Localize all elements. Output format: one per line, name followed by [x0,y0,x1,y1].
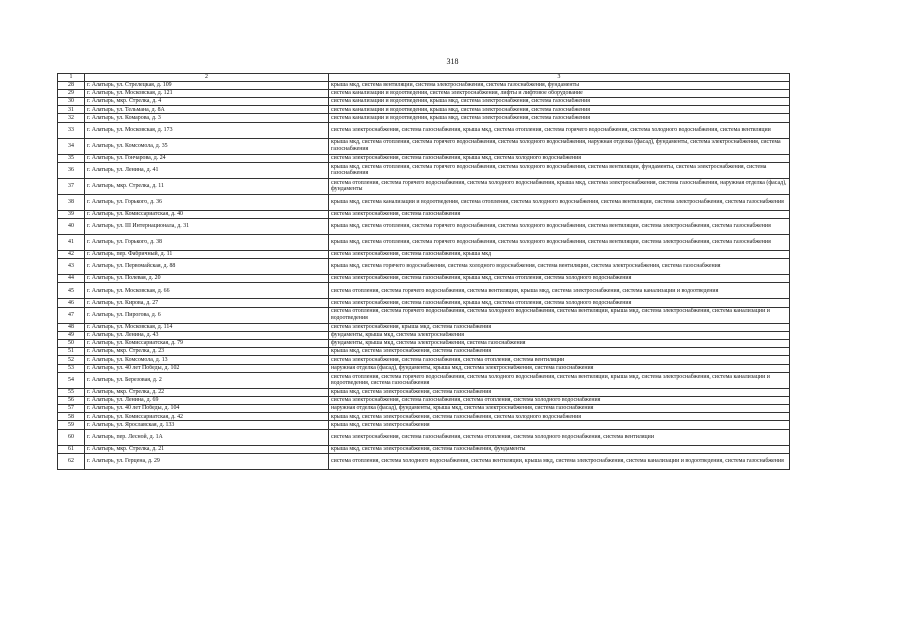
row-number: 38 [58,194,85,210]
table-row [58,235,790,251]
row-number: 29 [58,89,85,97]
table-row [58,81,790,89]
table-row [58,251,790,259]
address-cell: г. Алатырь, мкр. Стрелка, д. 4 [85,98,329,106]
works-cell: система канализации и водоотведения, крыша мкд, система электроснабжения, система газоснабжения [329,114,790,122]
address-cell: г. Алатырь, ул. Стрелецкая, д. 109 [85,81,329,89]
row-number: 35 [58,154,85,162]
works-cell: крыша мкд, система вентиляции, система электроснабжения, система газоснабжения, фундаменты [329,81,790,89]
row-number: 48 [58,323,85,331]
address-cell: г. Алатырь, ул. Кирова, д. 27 [85,299,329,307]
works-cell: система электроснабжения, крыша мкд, система газоснабжения [329,323,790,331]
address-cell: г. Алатырь, ул. III Интернационала, д. 31 [85,219,329,235]
header-cell-1: 1 [58,74,85,82]
table-row [58,178,790,194]
address-cell: г. Алатырь, ул. Комсомола, д. 13 [85,356,329,364]
address-cell: г. Алатырь, ул. Комарова, д. 3 [85,114,329,122]
row-number: 33 [58,122,85,138]
works-cell: крыша мкд, система электроснабжения, система газоснабжения [329,388,790,396]
table-row [58,89,790,97]
table-row [58,372,790,388]
works-cell: система отопления, система холодного водоснабжения, система вентиляции, крыша мкд, система электроснабжения, система канализации и водоотведения, система газоснабжения [329,453,790,469]
row-number: 62 [58,453,85,469]
row-number: 34 [58,138,85,154]
table-row [58,194,790,210]
works-cell: крыша мкд, система электроснабжения, система газоснабжения, фундаменты [329,445,790,453]
works-table [57,73,790,470]
address-cell: г. Алатырь, ул. Ленина, д. 41 [85,162,329,178]
row-number: 61 [58,445,85,453]
address-cell: г. Алатырь, ул. Пирогова, д. 6 [85,307,329,323]
table-row [58,339,790,347]
table-row [58,275,790,283]
table-row [58,445,790,453]
row-number: 39 [58,210,85,218]
address-cell: г. Алатырь, ул. Первомайская, д. 88 [85,259,329,275]
table-row [58,348,790,356]
row-number: 58 [58,413,85,421]
address-cell: г. Алатырь, мкр. Стрелка, д. 23 [85,348,329,356]
table-row [58,154,790,162]
row-number: 51 [58,348,85,356]
row-number: 44 [58,275,85,283]
row-number: 54 [58,372,85,388]
row-number: 32 [58,114,85,122]
address-cell: г. Алатырь, ул. 40 лет Победы, д. 104 [85,405,329,413]
row-number: 53 [58,364,85,372]
address-cell: г. Алатырь, мкр. Стрелка, д. 21 [85,445,329,453]
works-cell: система канализации и водоотведения, крыша мкд, система электроснабжения, система газоснабжения [329,98,790,106]
address-cell: г. Алатырь, мкр. Стрелка, д. 22 [85,388,329,396]
works-cell: фундаменты, крыша мкд, система электроснабжения [329,331,790,339]
address-cell: г. Алатырь, ул. Горького, д. 36 [85,194,329,210]
works-cell: система электроснабжения, система газоснабжения, система отопления, система вентиляции [329,356,790,364]
row-number: 31 [58,106,85,114]
row-number: 59 [58,421,85,429]
address-cell: г. Алатырь, ул. Полевая, д. 20 [85,275,329,283]
table-row [58,283,790,299]
address-cell: г. Алатырь, ул. Ленина, д. 43 [85,331,329,339]
table-row [58,98,790,106]
table-row [58,331,790,339]
works-cell: крыша мкд, система горячего водоснабжения, система холодного водоснабжения, система вентиляции, система электроснабжения, система газоснабжения [329,259,790,275]
header-cell-3: 3 [329,74,790,82]
table-row [58,210,790,218]
table-row [58,396,790,404]
row-number: 52 [58,356,85,364]
works-cell: система отопления, система горячего водоснабжения, система холодного водоснабжения, система вентиляции, крыша мкд, система электроснабжения, система канализации и водоотведения [329,307,790,323]
table-row [58,413,790,421]
address-cell: г. Алатырь, ул. Московская, д. 114 [85,323,329,331]
row-number: 47 [58,307,85,323]
row-number: 56 [58,396,85,404]
table-row [58,219,790,235]
table-row [58,259,790,275]
works-cell: крыша мкд, система электроснабжения, система газоснабжения, система холодного водоснабжения [329,413,790,421]
table-row [58,429,790,445]
works-cell: система электроснабжения, система газоснабжения, система отопления, система холодного водоснабжения [329,396,790,404]
table-row [58,356,790,364]
table-row [58,138,790,154]
address-cell: г. Алатырь, ул. Московская, д. 66 [85,283,329,299]
works-cell: фундаменты, крыша мкд, система электроснабжения, система газоснабжения [329,339,790,347]
address-cell: г. Алатырь, ул. Комиссариатская, д. 79 [85,339,329,347]
works-cell: система электроснабжения, система газоснабжения, крыша мкд, система отопления, система горячего водоснабжения, система холодного водоснабжения, система вентиляции [329,122,790,138]
address-cell: г. Алатырь, ул. 40 лет Победы, д. 102 [85,364,329,372]
address-cell: г. Алатырь, мкр. Стрелка, д. 11 [85,178,329,194]
row-number: 60 [58,429,85,445]
address-cell: г. Алатырь, ул. Московская, д. 173 [85,122,329,138]
row-number: 57 [58,405,85,413]
address-cell: г. Алатырь, ул. Ленина, д. 69 [85,396,329,404]
table-row [58,307,790,323]
works-cell: крыша мкд, система отопления, система горячего водоснабжения, система холодного водоснабжения, система вентиляции, система электроснабжения, система газоснабжения [329,219,790,235]
works-cell: крыша мкд, система отопления, система горячего водоснабжения, система холодного водоснабжения, система вентиляции, фундаменты, система электроснабжения, система газоснабжения [329,162,790,178]
row-number: 30 [58,98,85,106]
row-number: 55 [58,388,85,396]
address-cell: г. Алатырь, ул. Горького, д. 38 [85,235,329,251]
address-cell: г. Алатырь, ул. Комсомола, д. 35 [85,138,329,154]
works-cell: система канализации и водоотведения, крыша мкд, система электроснабжения, система газоснабжения [329,106,790,114]
table-row [58,405,790,413]
works-cell: система отопления, система горячего водоснабжения, система холодного водоснабжения, крыша мкд, система электроснабжения, система газоснабжения, наружная отделка (фасад), фундаменты [329,178,790,194]
address-cell: г. Алатырь, ул. Гончарова, д. 24 [85,154,329,162]
row-number: 49 [58,331,85,339]
works-cell: крыша мкд, система канализации и водоотведения, система отопления, система холодного водоснабжения, система вентиляции, система электроснабжения, система газоснабжения [329,194,790,210]
works-cell: система отопления, система горячего водоснабжения, система вентиляции, крыша мкд, система электроснабжения, система канализации и водоотведения [329,283,790,299]
works-cell: система отопления, система горячего водоснабжения, система холодного водоснабжения, система вентиляции, крыша мкд, система электроснабжения, система канализации и водоотведения, система газоснабжения [329,372,790,388]
address-cell: г. Алатырь, пер. Фабричный, д. 11 [85,251,329,259]
works-cell: крыша мкд, система отопления, система горячего водоснабжения, система холодного водоснабжения, система вентиляции, система электроснабжения, система газоснабжения [329,235,790,251]
row-number: 37 [58,178,85,194]
works-cell: система электроснабжения, система газоснабжения, крыша мкд, система отопления, система холодного водоснабжения [329,299,790,307]
page-number: 318 [446,57,459,66]
works-cell: система канализации и водоотведения, система электроснабжения, лифты и лифтовое оборудование [329,89,790,97]
header-cell-2: 2 [85,74,329,82]
table-row [58,106,790,114]
row-number: 46 [58,299,85,307]
address-cell: г. Алатырь, пер. Лесной, д. 1А [85,429,329,445]
table-row [58,299,790,307]
row-number: 50 [58,339,85,347]
row-number: 45 [58,283,85,299]
address-cell: г. Алатырь, ул. Московская, д. 121 [85,89,329,97]
works-cell: система электроснабжения, система газоснабжения, крыша мкд, система отопления, система холодного водоснабжения [329,275,790,283]
works-cell: система электроснабжения, система газоснабжения, система отопления, система холодного водоснабжения, система вентиляции [329,429,790,445]
table-row [58,453,790,469]
address-cell: г. Алатырь, ул. Березовая, д. 2 [85,372,329,388]
table-row [58,388,790,396]
works-cell: система электроснабжения, система газоснабжения, крыша мкд, система холодного водоснабжения [329,154,790,162]
address-cell: г. Алатырь, ул. Комиссариатская, д. 42 [85,413,329,421]
works-cell: крыша мкд, система отопления, система горячего водоснабжения, система холодного водоснабжения, наружная отделка (фасад), фундаменты, система электроснабжения, система газоснабжения [329,138,790,154]
address-cell: г. Алатырь, ул. Ярославская, д. 133 [85,421,329,429]
works-cell: крыша мкд, система электроснабжения [329,421,790,429]
address-cell: г. Алатырь, ул. Комиссариатская, д. 40 [85,210,329,218]
table-row [58,114,790,122]
row-number: 42 [58,251,85,259]
table-row [58,421,790,429]
header-row [58,74,790,82]
works-cell: крыша мкд, система электроснабжения, система газоснабжения [329,348,790,356]
works-cell: наружная отделка (фасад), фундаменты, крыша мкд, система электроснабжения, система газоснабжения [329,364,790,372]
works-cell: система электроснабжения, система газоснабжения, крыша мкд [329,251,790,259]
table-row [58,364,790,372]
row-number: 41 [58,235,85,251]
works-cell: наружная отделка (фасад), фундаменты, крыша мкд, система электроснабжения, система газоснабжения [329,405,790,413]
row-number: 40 [58,219,85,235]
row-number: 28 [58,81,85,89]
table-row [58,122,790,138]
row-number: 36 [58,162,85,178]
address-cell: г. Алатырь, ул. Герцена, д. 29 [85,453,329,469]
works-cell: система электроснабжения, система газоснабжения [329,210,790,218]
address-cell: г. Алатырь, ул. Тельмана, д. 8А [85,106,329,114]
row-number: 43 [58,259,85,275]
table-row [58,323,790,331]
table-row [58,162,790,178]
